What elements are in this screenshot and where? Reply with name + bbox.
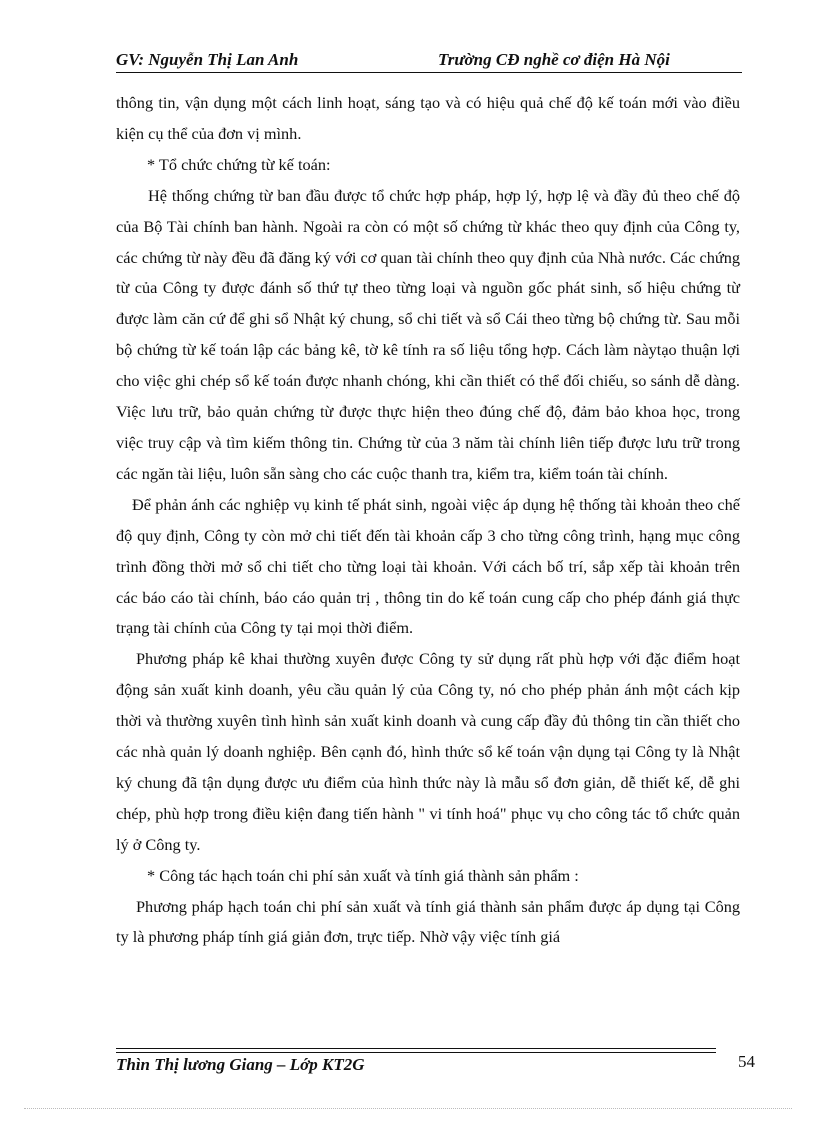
footer-author: Thìn Thị lương Giang – Lớp KT2G (116, 1055, 365, 1074)
paragraph-continuation: thông tin, vận dụng một cách linh hoạt, sáng tạo và có hiệu quả chế độ kế toán mới vào điều kiện cụ thể của đơn vị mình. (116, 93, 740, 143)
paragraph-method: Phương pháp kê khai thường xuyên được Công ty sử dụng rất phù hợp với đặc điểm hoạt động sản xuất kinh doanh, yêu cầu quản lý của Công ty, nó cho phép phản ánh một cách kịp thời và thường xuyên tình hình sản xuất kinh doanh và cung cấp đầy đủ thông tin cần thiết cho các nhà quản lý doanh nghiệp. Bên cạnh đó, hình thức sổ kế toán vận dụng tại Công ty là Nhật ký chung đã tận dụng được ưu điểm của hình thức này là mẫu sổ đơn giản, dễ thiết kế, dễ ghi chép, phù hợp trong điều kiện đang tiến hành " vi tính hoá" phục vụ cho công tác tổ chức quản lý ở Công ty. (116, 649, 740, 854)
heading-voucher-organization: * Tổ chức chứng từ kế toán: (147, 154, 331, 174)
page-bottom-border (24, 1108, 792, 1109)
footer-rule-bottom (116, 1052, 716, 1053)
paragraph-voucher-system: Hệ thống chứng từ ban đầu được tổ chức hợp pháp, hợp lý, hợp lệ và đầy đủ theo chế độ của Bộ Tài chính ban hành. Ngoài ra còn có một số chứng từ khác theo quy định của Công ty, các chứng từ này đều đã đăng ký với cơ quan tài chính theo quy định của Nhà nước. Các chứng từ của Công ty được đánh số thứ tự theo từng loại và nguồn gốc phát sinh, số hiệu chứng từ được làm căn cứ để ghi sổ Nhật ký chung, sổ chi tiết và sổ Cái theo từng bộ chứng từ. Sau mỗi bộ chứng từ kế toán lập các bảng kê, tờ kê tính ra số liệu tổng hợp. Cách làm nàytạo thuận lợi cho việc ghi chép sổ kế toán được nhanh chóng, khi cần thiết có thể đối chiếu, so sánh dễ dàng. Việc lưu trữ, bảo quản chứng từ được thực hiện theo đúng chế độ, đảm bảo khoa học, trong việc truy cập và tìm kiếm thông tin. Chứng từ của 3 năm tài chính liên tiếp được lưu trữ trong các ngăn tài liệu, luôn sẵn sàng cho các cuộc thanh tra, kiểm tra, kiểm toán tài chính. (116, 185, 740, 483)
footer-rule-top (116, 1048, 716, 1049)
paragraph-accounts: Để phản ánh các nghiệp vụ kinh tế phát sinh, ngoài việc áp dụng hệ thống tài khoản theo chế độ quy định, Công ty còn mở chi tiết đến tài khoản cấp 3 cho từng công trình, hạng mục công trình đồng thời mở sổ chi tiết cho từng loại tài khoản. Với cách bố trí, sắp xếp tài khoản trên các báo cáo tài chính, báo cáo quản trị , thông tin do kế toán cung cấp cho phép đánh giá thực trạng tài chính của Công ty tại mọi thời điểm. (116, 494, 740, 638)
document-body (116, 88, 740, 953)
header-rule (116, 72, 742, 73)
page-number: 54 (738, 1052, 755, 1071)
header-teacher: GV: Nguyễn Thị Lan Anh (116, 50, 299, 69)
header-school: Trường CĐ nghề cơ điện Hà Nội (438, 50, 670, 69)
heading-cost-accounting: * Công tác hạch toán chi phí sản xuất và tính giá thành sản phẩm : (147, 865, 579, 885)
paragraph-cost-method: Phương pháp hạch toán chi phí sản xuất và tính giá thành sản phẩm được áp dụng tại Công ty là phương pháp tính giá giản đơn, trực tiếp. Nhờ vậy việc tính giá (116, 896, 740, 947)
page-header (116, 50, 740, 74)
